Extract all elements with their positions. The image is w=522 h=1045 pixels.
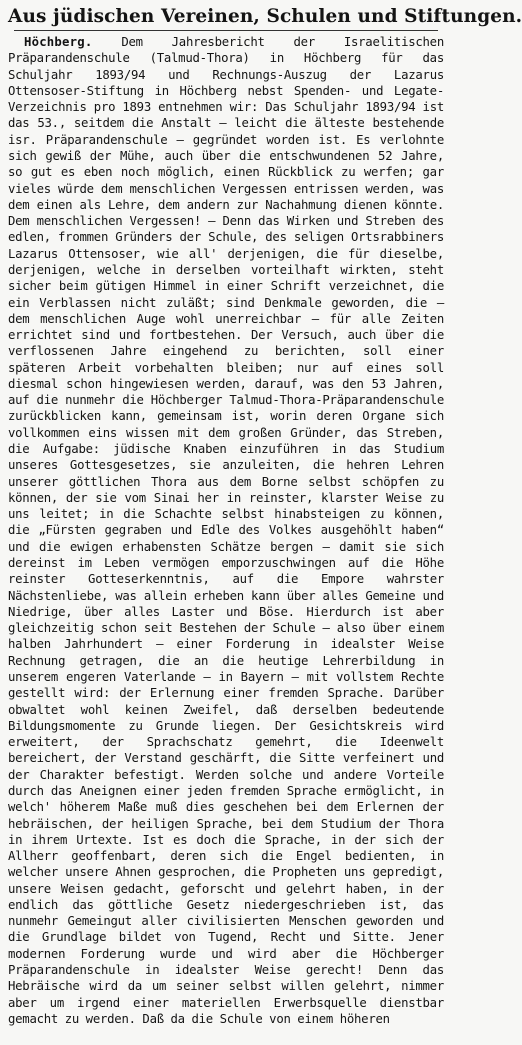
article-body bbox=[8, 34, 444, 1027]
section-headline: Aus jüdischen Vereinen, Schulen und Stiftungen. bbox=[8, 6, 522, 27]
headline-divider bbox=[14, 30, 438, 31]
article-text: Dem Jahresbericht der Israelitischen Präparandenschule (Talmud-Thora) in Höchberg für das Schuljahr 1893/94 und Rechnungs-Auszug der Lazarus Ottensoser-Stiftung in Höchberg nebst Spenden- und Legate-Verzeichnis pro 1893 entnehmen wir: Das Schuljahr 1893/94 ist das 53., seitdem die Anstalt — leicht die älteste bestehende isr. Präparandenschule — gegründet worden ist. Es verlohnte sich gewiß der Mühe, auch über die entschwundenen 52 Jahre, so gut es eben noch möglich, einen Rückblick zu werfen; gar vieles würde dem menschlichen Vergessen entrissen werden, was dem einen als Lehre, dem andern zur Nachahmung dienen könnte. Dem menschlichen Vergessen! — Denn das Wirken und Streben des edlen, frommen Gründers der Schule, des seligen Ortsrabbiners Lazarus Ottensoser, wie all' derjenigen, die für dieselbe, derjenigen, welche in derselben vorteilhaft wirkten, steht sicher beim gütigen Himmel in einer Schrift verzeichnet, die ein Verblassen nicht zuläßt; sind Denkmale geworden, die — dem menschlichen Auge wohl unerreichbar — für alle Zeiten errichtet sind und fortbestehen. Der Versuch, auch über die verflossenen Jahre eingehend zu berichten, soll einer späteren Arbeit vorbehalten bleiben; nur auf eines soll diesmal schon hingewiesen werden, darauf, was den 53 Jahren, auf die nunmehr die Höchberger Talmud-Thora-Präparandenschule zurückblicken kann, gemeinsam ist, worin deren Organe sich vollkommen eins wissen mit dem großen Gründer, das Streben, die Aufgabe: jüdische Knaben einzuführen in das Studium unseres Gottesgesetzes, sie anzuleiten, die hehren Lehren unserer göttlichen Thora aus dem Borne selbst schöpfen zu können, der sie vom Sinai her in reinster, klarster Weise zu uns leitet; in die Schachte selbst hinabsteigen zu können, die „Fürsten gegraben und Edle des Volkes ausgehöhlt haben“ und die ewigen erhabensten Schätze bergen — damit sie sich dereinst im Leben vermögen emporzuschwingen auf die Höhe reinster Gotteserkenntnis, auf die Empore wahrster Nächstenliebe, was allein erheben kann über alles Gemeine und Niedrige, über alles Laster und Böse. Hierdurch ist aber gleichzeitig schon seit Bestehen der Schule — also über einem halben Jahrhundert — einer Forderung in idealster Weise Rechnung getragen, die an die heutige Lehrerbildung in unserem engeren Vaterlande — in Bayern — mit vollstem Rechte gestellt wird: der Erlernung einer fremden Sprache. Darüber obwaltet wohl keinen Zweifel, daß derselben bedeutende Bildungsmomente zu Grunde liegen. Der Gesichtskreis wird erweitert, der Sprachschatz gemehrt, die Ideenwelt bereichert, der Verstand geschärft, die Sitte verfeinert und der Charakter befestigt. Werden solche und andere Vorteile durch das Aneignen einer jeden fremden Sprache ermöglicht, in welch' höherem Maße muß dies geschehen bei dem Erlernen der hebräischen, der heiligen Sprache, bei dem Studium der Thora in ihrem Urtexte. Ist es doch die Sprache, in der sich der Allherr geoffenbart, deren sich die Engel bedienten, in welcher unsere Ahnen gesprochen, die Propheten uns gepredigt, unsere Weisen gedacht, geforscht und gelehrt haben, in der endlich das göttliche Gesetz niedergeschrieben ist, das nunmehr Gemeingut aller civilisierten Menschen geworden und die Grundlage bildet von Tugend, Recht und Sitte. Jener modernen Forderung wurde und wird aber die Höchberger Präparandenschule in idealster Weise gerecht! Denn das Hebräische wird da um seiner selbst willen gelehrt, nimmer aber um irgend einer materiellen Erwerbsquelle dienstbar gemacht zu werden. Daß da die Schule von einem höheren bbox=[8, 35, 444, 1026]
article-place-name: Höchberg. bbox=[24, 35, 93, 49]
